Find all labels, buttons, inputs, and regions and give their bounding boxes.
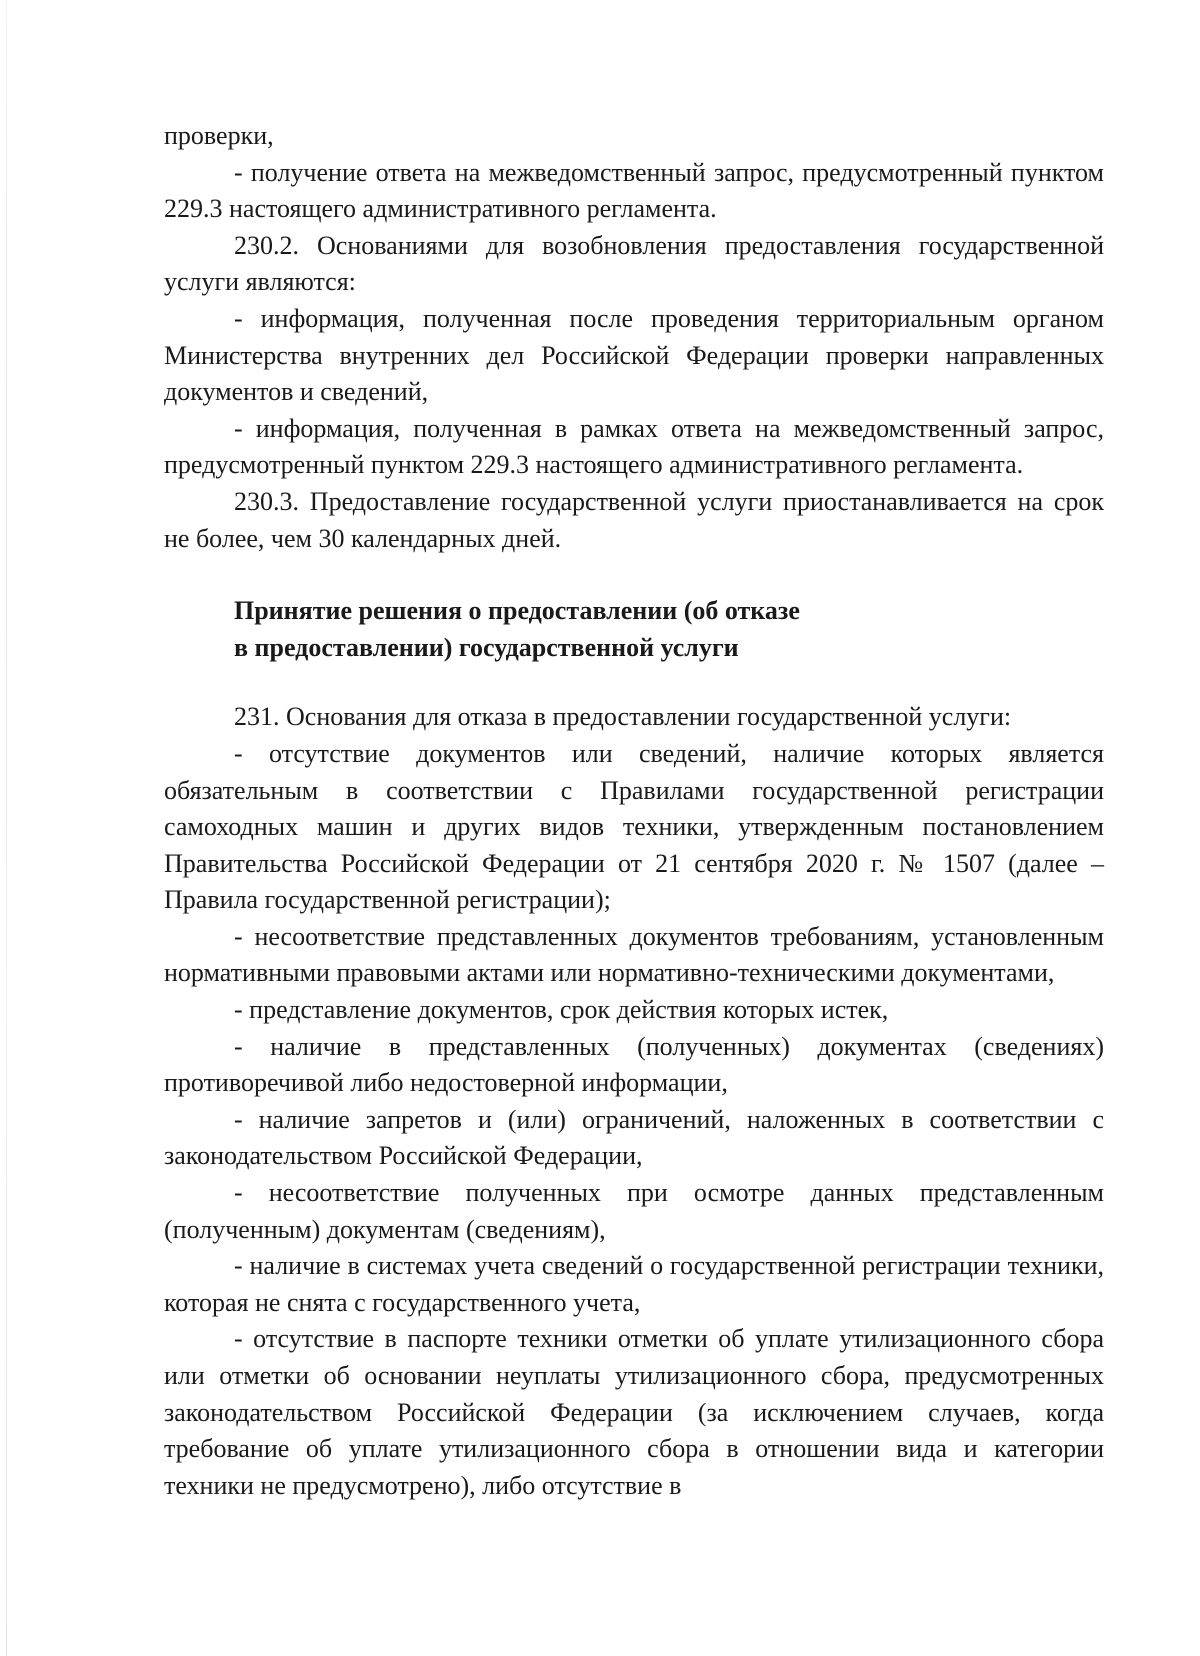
paragraph: 230.2. Основаниями для возобновления предоставления государственной услуги являются:: [164, 230, 1104, 297]
paragraph: - информация, полученная в рамках ответа на межведомственный запрос, предусмотренный пунктом 229.3 настоящего административного регламента.: [164, 413, 1104, 480]
paragraph: - наличие в представленных (полученных) документах (сведениях) противоречивой либо недостоверной информации,: [164, 1031, 1104, 1098]
paragraph: - отсутствие документов или сведений, наличие которых является обязательным в соответствии с Правилами государственной регистрации самоходных машин и других видов техники, утвержденным постановлением Правительства Российской Федерации от 21 сентября 2020 г. № 1507 (далее – Правила государственной регистрации);: [164, 738, 1104, 915]
section-heading-line-1: Принятие решения о предоставлении (об отказе: [234, 596, 800, 626]
document-body: [164, 118, 1104, 1504]
paragraph: - несоответствие представленных документов требованиям, установленным нормативными правовыми актами или нормативно-техническими документами,: [164, 921, 1104, 988]
paragraph: - представление документов, срок действия которых истек,: [234, 995, 889, 1025]
paragraph: 230.3. Предоставление государственной услуги приостанавливается на срок не более, чем 30 календарных дней.: [164, 486, 1104, 553]
paragraph: - получение ответа на межведомственный запрос, предусмотренный пунктом 229.3 настоящего административного регламента.: [164, 157, 1104, 224]
paragraph: проверки,: [164, 121, 274, 150]
paragraph: - наличие в системах учета сведений о государственной регистрации техники, которая не снята с государственного учета,: [164, 1251, 1104, 1317]
paragraph: - наличие запретов и (или) ограничений, наложенных в соответствии с законодательством Российской Федерации,: [164, 1104, 1104, 1171]
paragraph: - отсутствие в паспорте техники отметки об уплате утилизационного сбора или отметки об основании неуплаты утилизационного сбора, предусмотренных законодательством Российской Федерации (за исключением случаев, когда требование об уплате утилизационного сбора в отношении вида и категории техники не предусмотрено), либо отсутствие в: [164, 1324, 1104, 1500]
paragraph: 231. Основания для отказа в предоставлении государственной услуги:: [234, 702, 1012, 732]
paragraph: - несоответствие полученных при осмотре данных представленным (полученным) документам (сведениям),: [164, 1178, 1104, 1244]
section-heading-line-2: в предоставлении) государственной услуги: [234, 632, 739, 662]
scan-edge: [6, 0, 7, 1656]
paragraph: - информация, полученная после проведения территориальным органом Министерства внутренних дел Российской Федерации проверки направленных документов и сведений,: [164, 303, 1104, 407]
